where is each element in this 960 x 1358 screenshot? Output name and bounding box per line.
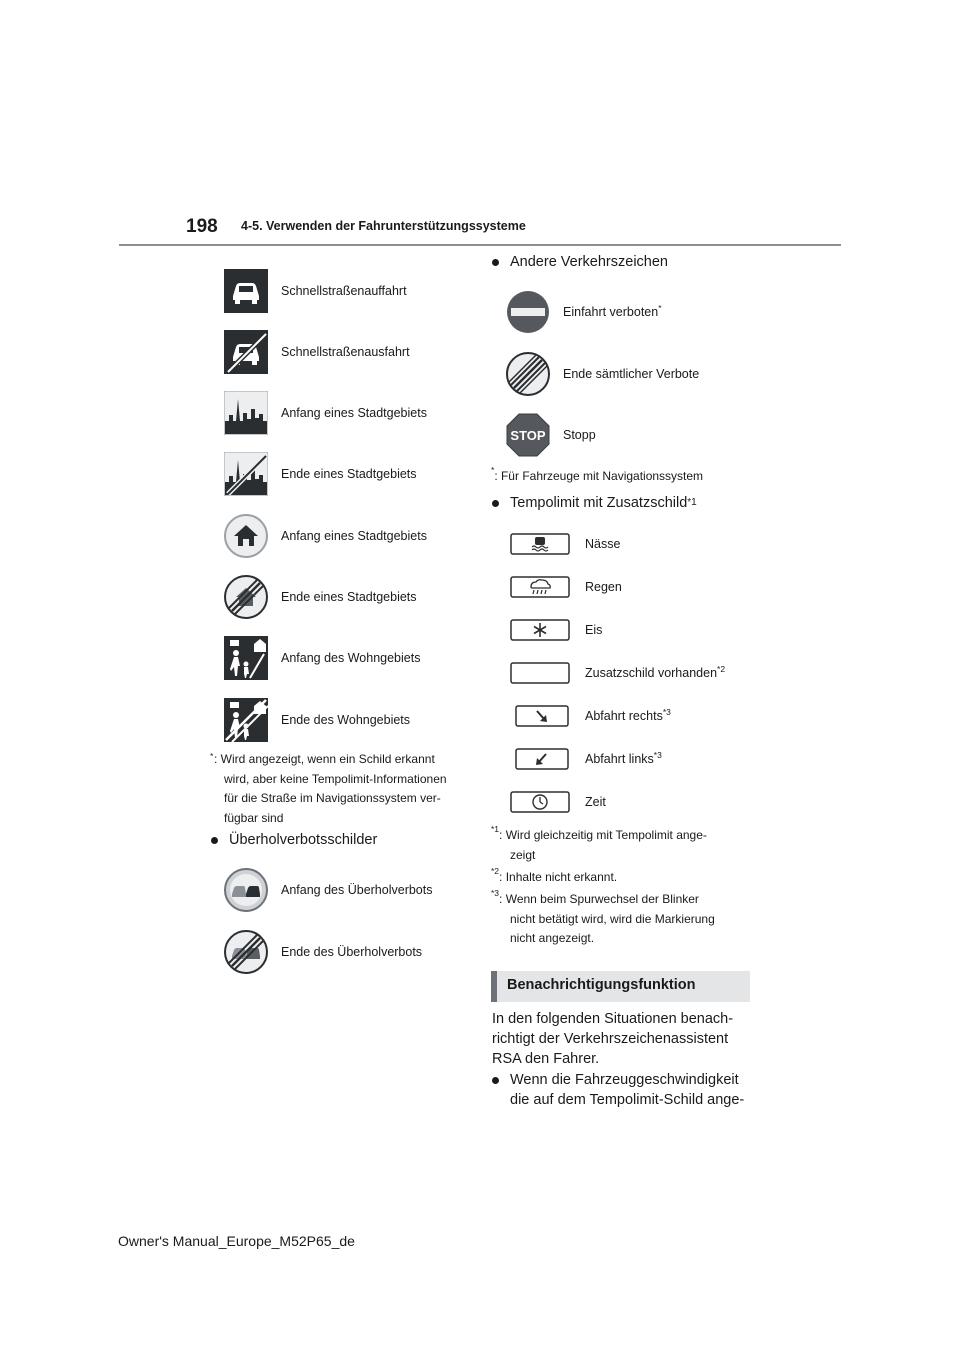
no-overtaking-sign-icon bbox=[224, 868, 268, 912]
sign-label: Schnellstraßenausfahrt bbox=[281, 345, 410, 359]
urban-end-round-sign-icon bbox=[224, 575, 268, 619]
plate-label bbox=[585, 623, 602, 637]
plate-label bbox=[585, 580, 622, 594]
footnote-mark: *2 bbox=[491, 866, 500, 876]
plate-label bbox=[585, 749, 662, 766]
urban-start-round-sign-icon bbox=[224, 514, 268, 558]
plate-label-text: Abfahrt links bbox=[585, 752, 654, 766]
footnote-text: : Inhalte nicht erkannt. bbox=[499, 870, 618, 884]
wet-road-plate-icon bbox=[510, 533, 570, 555]
sign-label-text: Stopp bbox=[563, 428, 596, 442]
sign-row bbox=[224, 930, 422, 974]
expressway-entry-sign-icon bbox=[224, 269, 268, 313]
heading-text: Überholverbotsschilder bbox=[229, 832, 378, 848]
no-entry-sign-icon bbox=[506, 290, 550, 334]
sign-row bbox=[224, 514, 427, 558]
sign-row bbox=[224, 636, 420, 680]
footnote-ref: *3 bbox=[653, 749, 662, 760]
stop-sign-icon bbox=[506, 413, 550, 457]
footnote-text: : Wird gleichzeitig mit Tempolimit ange- bbox=[499, 828, 707, 842]
footnote bbox=[491, 868, 761, 888]
bullet-icon bbox=[492, 500, 499, 507]
plate-row bbox=[510, 619, 602, 641]
footnote-mark: *3 bbox=[491, 888, 500, 898]
heading-text: Tempolimit mit Zusatzschild bbox=[510, 495, 688, 511]
sign-row bbox=[224, 868, 432, 912]
plate-label-text: Abfahrt rechts bbox=[585, 709, 663, 723]
sign-label: Schnellstraßenauffahrt bbox=[281, 284, 407, 298]
city-end-sign-icon bbox=[224, 452, 268, 496]
footnote-ref: *3 bbox=[662, 706, 671, 717]
sign-row bbox=[506, 413, 596, 457]
end-no-overtaking-sign-icon bbox=[224, 930, 268, 974]
footnote-text: : Wird angezeigt, wenn ein Schild erkannt bbox=[214, 752, 435, 766]
sign-label: Anfang eines Stadtgebiets bbox=[281, 529, 427, 543]
footnote-mark: *1 bbox=[491, 824, 500, 834]
section-title: 4-5. Verwenden der Fahrunterstützungssysteme bbox=[241, 219, 526, 233]
footnote-ref: *2 bbox=[717, 663, 726, 674]
rain-plate-icon bbox=[510, 576, 570, 598]
sign-label: Anfang des Wohngebiets bbox=[281, 651, 421, 665]
paragraph-line: richtigt der Verkehrszeichenassistent bbox=[492, 1031, 729, 1047]
plate-label-text: Eis bbox=[585, 623, 603, 637]
footnote: * : Wird angezeigt, wenn ein Schild erkannt wird, aber keine Tempolimit-Informationen für die Straße im Navigationssystem ver- fügbar sind bbox=[210, 750, 470, 828]
footnote bbox=[491, 826, 761, 865]
plate-label-text: Zeit bbox=[585, 795, 606, 809]
sign-label: Anfang eines Stadtgebiets bbox=[281, 406, 427, 420]
sign-row bbox=[224, 391, 427, 435]
footnote-text: : Wenn beim Spurwechsel der Blinker bbox=[499, 892, 699, 906]
page-number: 198 bbox=[186, 216, 218, 237]
paragraph-line: RSA den Fahrer. bbox=[492, 1051, 600, 1067]
sign-label: Ende des Überholverbots bbox=[281, 945, 423, 959]
stop-sign-text: STOP bbox=[510, 428, 546, 443]
plate-label-text: Regen bbox=[585, 580, 622, 594]
sign-label bbox=[563, 302, 662, 319]
snowflake-plate-icon bbox=[510, 619, 570, 641]
sign-row bbox=[506, 352, 699, 396]
sign-label: Ende des Wohngebiets bbox=[281, 713, 411, 727]
plate-label bbox=[585, 537, 620, 551]
plate-row bbox=[510, 791, 606, 813]
overtaking-heading bbox=[211, 832, 377, 848]
sign-label-text: Ende sämtlicher Verbote bbox=[563, 367, 700, 381]
footer-text: Owner's Manual_Europe_M52P65_de bbox=[118, 1233, 355, 1249]
footnote-mark: * bbox=[491, 465, 495, 475]
plate-label bbox=[585, 663, 726, 680]
plate-label bbox=[585, 706, 671, 723]
intro-paragraph bbox=[492, 1009, 762, 1069]
plate-row bbox=[510, 748, 662, 770]
plate-row bbox=[510, 662, 725, 684]
sign-label bbox=[563, 428, 596, 442]
footnote-line: fügbar sind bbox=[224, 810, 284, 825]
sign-label: Anfang des Überholverbots bbox=[281, 883, 433, 897]
footnote-line: zeigt bbox=[510, 847, 536, 862]
bullet-icon bbox=[492, 1077, 499, 1084]
heading-text: Andere Verkehrszeichen bbox=[510, 254, 668, 270]
footnote-line: nicht betätigt wird, wird die Markierung bbox=[510, 911, 715, 926]
plate-label-text: Nässe bbox=[585, 537, 621, 551]
sign-label: Ende eines Stadtgebiets bbox=[281, 467, 417, 481]
supplementary-heading: Tempolimit mit Zusatzschild *1 bbox=[492, 495, 697, 511]
sign-row bbox=[224, 330, 410, 374]
footnote-text: : Für Fahrzeuge mit Navigationssystem bbox=[494, 469, 704, 483]
section-heading: Benachrichtigungsfunktion bbox=[507, 977, 696, 993]
paragraph-line: die auf dem Tempolimit-Schild ange- bbox=[510, 1092, 745, 1108]
city-start-sign-icon bbox=[224, 391, 268, 435]
sign-row bbox=[224, 269, 407, 313]
plate-row bbox=[510, 705, 671, 727]
footnote-ref: * bbox=[658, 302, 662, 313]
paragraph-line: Wenn die Fahrzeuggeschwindigkeit bbox=[510, 1072, 739, 1088]
end-all-restrictions-sign-icon bbox=[506, 352, 550, 396]
other-signs-heading bbox=[492, 254, 668, 270]
sign-row bbox=[224, 698, 410, 742]
plate-row bbox=[510, 533, 620, 555]
clock-plate-icon bbox=[510, 791, 570, 813]
footnote bbox=[491, 467, 761, 487]
sign-row bbox=[224, 575, 417, 619]
sign-label: Ende eines Stadtgebiets bbox=[281, 590, 417, 604]
bullet-icon bbox=[492, 259, 499, 266]
footnote-line: nicht angezeigt. bbox=[510, 931, 595, 945]
paragraph-line: In den folgenden Situationen benach- bbox=[492, 1011, 734, 1027]
exit-right-plate-icon bbox=[510, 705, 570, 727]
blank-plate-icon bbox=[510, 662, 570, 684]
sign-label-text: Einfahrt verboten bbox=[563, 305, 659, 319]
plate-row bbox=[510, 576, 622, 598]
footnote bbox=[491, 890, 761, 949]
plate-label bbox=[585, 795, 606, 809]
residential-end-sign-icon bbox=[224, 698, 268, 742]
header-divider bbox=[119, 244, 841, 246]
expressway-exit-sign-icon bbox=[224, 330, 268, 374]
sign-row bbox=[506, 290, 662, 334]
residential-start-sign-icon bbox=[224, 636, 268, 680]
bullet-paragraph bbox=[492, 1070, 762, 1110]
sign-label bbox=[563, 367, 699, 381]
footnote-line: wird, aber keine Tempolimit-Informationen bbox=[224, 771, 447, 786]
plate-label-text: Zusatzschild vorhanden bbox=[585, 666, 718, 680]
footnote-line: für die Straße im Navigationssystem ver- bbox=[224, 791, 441, 805]
exit-left-plate-icon bbox=[510, 748, 570, 770]
bullet-icon bbox=[211, 837, 218, 844]
sign-row bbox=[224, 452, 417, 496]
